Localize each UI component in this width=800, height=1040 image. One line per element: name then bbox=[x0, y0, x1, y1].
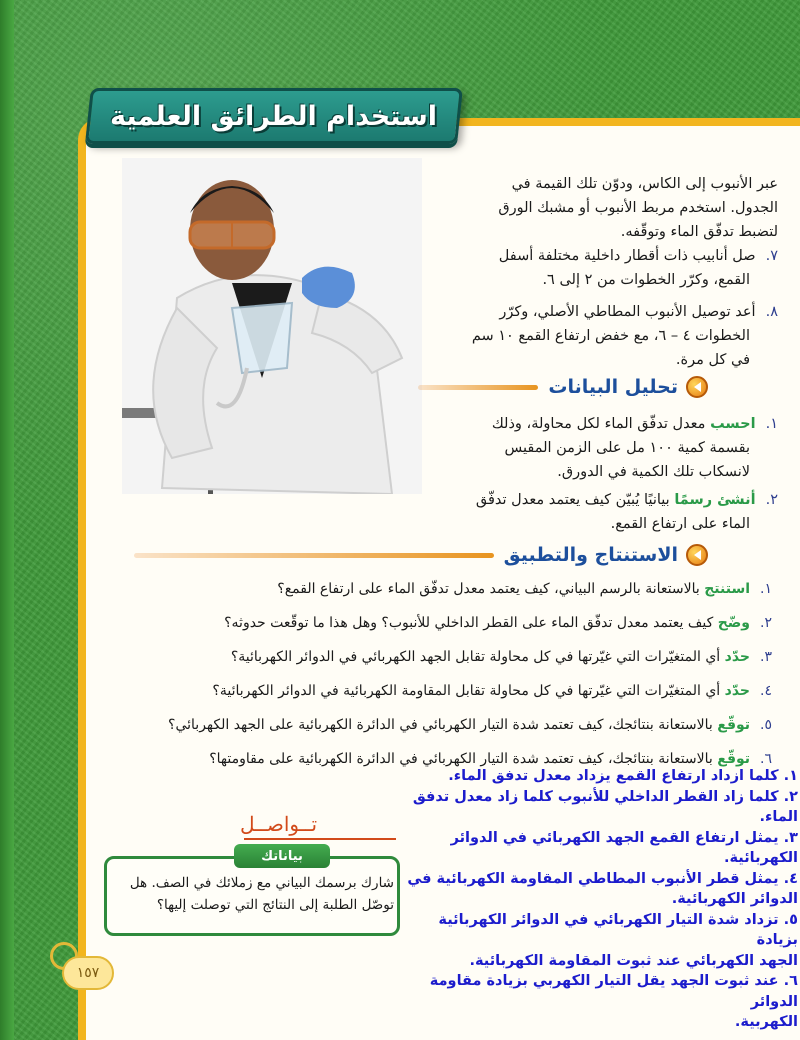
answer-line: ٤. يمثل قطر الأنبوب المطاطي المقاومة الكهربائية في bbox=[407, 870, 798, 887]
intro-line: عبر الأنبوب إلى الكاس، ودوّن تلك القيمة في bbox=[511, 176, 778, 192]
conclusion-heading bbox=[134, 544, 708, 566]
step-number: ٧. bbox=[765, 248, 778, 264]
analysis-item-2: ٢.أنشئ رسمًا بيانيًا يُبيّن كيف يعتمد معدل تدفّق الماء على ارتفاع القمع. bbox=[475, 492, 778, 532]
answer-line: الدوائر الكهربائية. bbox=[671, 891, 798, 907]
answer-line: الكهربية. bbox=[734, 1014, 798, 1030]
answer-line: ٢. كلما زاد القطر الداخلي للأنبوب كلما زاد معدل تدفق الماء. bbox=[412, 788, 798, 825]
arrow-bullet-icon bbox=[686, 544, 708, 566]
data-box-tag: بياناتك bbox=[234, 844, 330, 868]
step-line: في كل مرة. bbox=[675, 352, 750, 368]
step-line: القمع، وكرّر الخطوات من ٢ إلى ٦. bbox=[542, 272, 750, 288]
heading-rule bbox=[418, 385, 538, 390]
heading-rule bbox=[134, 553, 494, 558]
page-number: ١٥٧ bbox=[62, 956, 114, 990]
communicate-title: تــواصــل bbox=[240, 812, 318, 836]
communicate-underline bbox=[244, 838, 396, 840]
analysis-item-1: ١.احسب معدل تدفّق الماء لكل محاولة، وذلك بقسمة كمية ١٠٠ مل على الزمن المقيس لانسكاب تلك الكمية في الدورق. bbox=[491, 416, 778, 480]
step-number: ٨. bbox=[765, 304, 778, 320]
answer-line: الجهد الكهربائي عند ثبوت المقاومة الكهربائية. bbox=[469, 952, 798, 969]
title-banner bbox=[85, 88, 463, 144]
student-lab-illustration bbox=[122, 158, 422, 494]
step-8 bbox=[440, 300, 778, 372]
step-line: ٨.أعد توصيل الأنبوب المطاطي الأصلي، وكرّر bbox=[499, 304, 778, 320]
intro-line: الجدول. استخدم مربط الأنبوب أو مشبك الورق bbox=[498, 200, 778, 216]
keyword: احسب bbox=[710, 416, 756, 432]
list-item: ٤.حدّد أي المتغيّرات التي غيّرتها في كل محاولة تقابل المقاومة الكهربائية في الدوائر الكهربائية؟ bbox=[212, 683, 772, 699]
conclusion-title: الاستنتاج والتطبيق bbox=[503, 544, 678, 566]
arrow-bullet-icon bbox=[686, 376, 708, 398]
step-line: الخطوات ٤ – ٦، مع خفض ارتفاع القمع ١٠ سم bbox=[471, 328, 750, 344]
conclusion-list bbox=[168, 572, 772, 776]
keyword: أنشئ رسمًا bbox=[674, 492, 756, 508]
lab-photo bbox=[122, 158, 422, 494]
page-title: استخدام الطرائق العلمية bbox=[110, 100, 438, 132]
intro-line: لتضبط تدفّق الماء وتوقّفه. bbox=[620, 224, 778, 240]
grass-background bbox=[0, 0, 14, 1040]
answer-line: ٥. تزداد شدة التيار الكهربائي في الدوائر الكهربائية بزيادة bbox=[438, 911, 798, 948]
data-box-text: شارك برسمك البياني مع زملائك في الصف. هل توصّل الطلبة إلى النتائج التي توصلت إليها؟ bbox=[129, 875, 394, 913]
list-item: ٣.حدّد أي المتغيّرات التي غيّرتها في كل محاولة تقابل الجهد الكهربائي في الدوائر الكهربائية؟ bbox=[230, 649, 772, 665]
list-item: ٦.توقّع بالاستعانة بنتائجك، كيف تعتمد شدة التيار الكهربائي في الدائرة الكهربائية على مقاومتها؟ bbox=[209, 751, 772, 767]
student-answers bbox=[402, 766, 798, 1033]
analysis-title: تحليل البيانات bbox=[548, 376, 678, 398]
intro-paragraph bbox=[440, 172, 778, 244]
step-7 bbox=[440, 244, 778, 292]
list-item: ٥.توقّع بالاستعانة بنتائجك، كيف تعتمد شدة التيار الكهربائي في الدائرة الكهربائية على الجهد الكهربائي؟ bbox=[168, 717, 772, 733]
answer-line: ٣. يمثل ارتفاع القمع الجهد الكهربائي في الدوائر الكهربائية. bbox=[450, 829, 798, 866]
list-item: ٢.وضّح كيف يعتمد معدل تدفّق الماء على القطر الداخلي للأنبوب؟ وهل هذا ما توقّعت حدوثه؟ bbox=[224, 615, 772, 631]
answer-line: ٦. عند ثبوت الجهد يقل التيار الكهربي بزيادة مقاومة الدوائر bbox=[429, 973, 798, 1010]
answer-line: ١. كلما ازداد ارتفاع القمع يزداد معدل تدفق الماء. bbox=[448, 768, 798, 784]
step-line: ٧.صل أنابيب ذات أقطار داخلية مختلفة أسفل bbox=[498, 248, 778, 264]
list-item: ١.استنتج بالاستعانة بالرسم البياني، كيف يعتمد معدل تدفّق الماء على ارتفاع القمع؟ bbox=[277, 581, 772, 597]
analysis-heading bbox=[418, 376, 708, 398]
